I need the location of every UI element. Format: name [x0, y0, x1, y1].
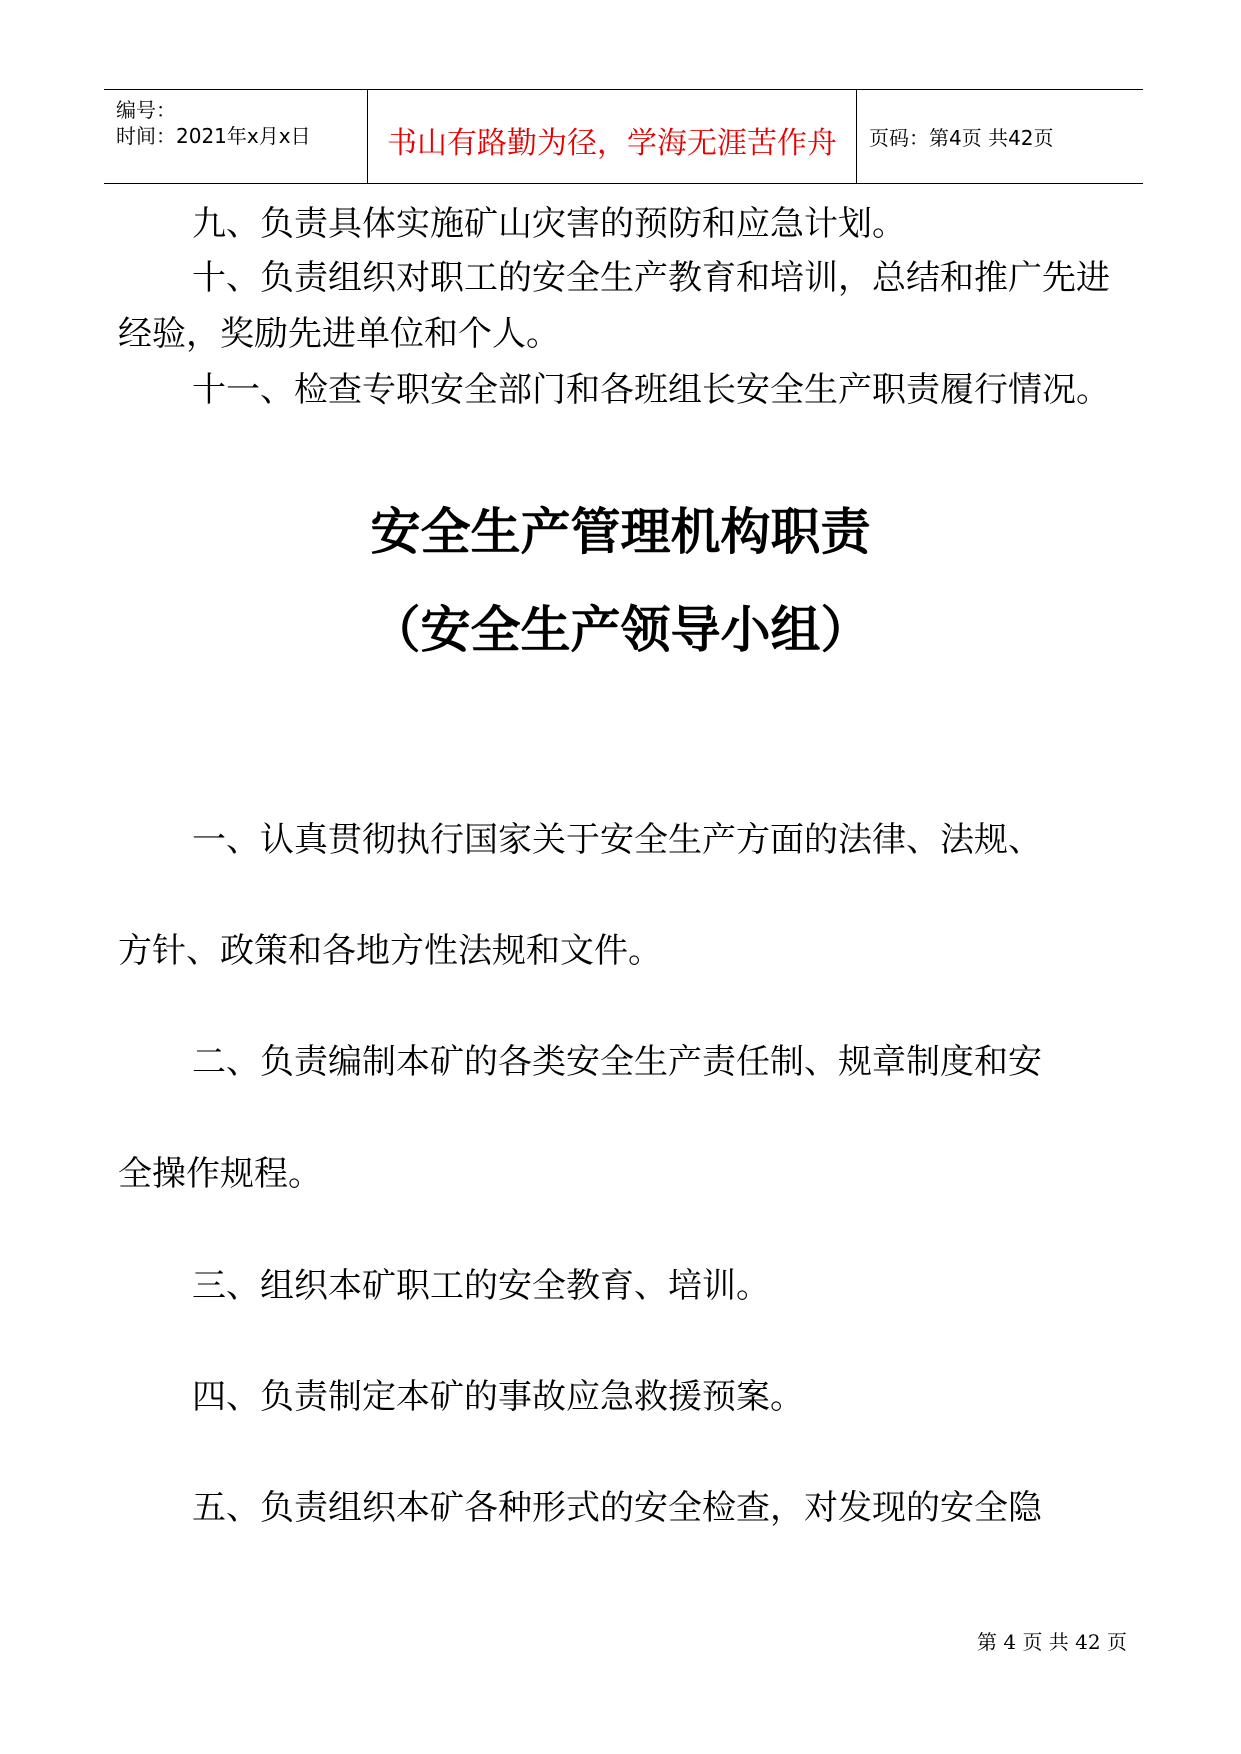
header-page-cell	[857, 90, 1143, 183]
paragraph-item-9: 九、负责具体实施矿山灾害的预防和应急计划。	[192, 204, 906, 244]
document-header	[104, 89, 1143, 184]
duty-item-5-line-1: 五、负责组织本矿各种形式的安全检查，对发现的安全隐	[192, 1488, 1042, 1528]
document-time-label: 时间：2021年x月x日	[116, 124, 311, 148]
duty-item-2-line-1: 二、负责编制本矿的各类安全生产责任制、规章制度和安	[192, 1042, 1042, 1082]
paragraph-item-10: 十、负责组织对职工的安全生产教育和培训，总结和推广先进经验，奖励先进单位和个人。	[118, 258, 1110, 354]
header-meta-cell	[104, 90, 367, 183]
duty-item-1-line-2: 方针、政策和各地方性法规和文件。	[118, 931, 662, 971]
paragraph-item-11: 十一、检查专职安全部门和各班组长安全生产职责履行情况。	[192, 370, 1110, 410]
section-subtitle: （安全生产领导小组）	[370, 601, 871, 659]
header-motto-cell	[367, 90, 857, 183]
header-page-code: 页码：第4页 共42页	[869, 126, 1054, 150]
duty-item-2-line-2: 全操作规程。	[118, 1154, 322, 1194]
duty-item-1-line-1: 一、认真贯彻执行国家关于安全生产方面的法律、法规、	[192, 820, 1042, 860]
header-motto: 书山有路勤为径，学海无涯苦作舟	[387, 126, 837, 161]
section-title: 安全生产管理机构职责	[370, 503, 871, 561]
document-number-label: 编号：	[116, 98, 176, 122]
duty-item-4: 四、负责制定本矿的事故应急救援预案。	[192, 1377, 804, 1417]
duty-item-3: 三、组织本矿职工的安全教育、培训。	[192, 1266, 770, 1306]
page-footer: 第 4 页 共 42 页	[977, 1630, 1127, 1654]
